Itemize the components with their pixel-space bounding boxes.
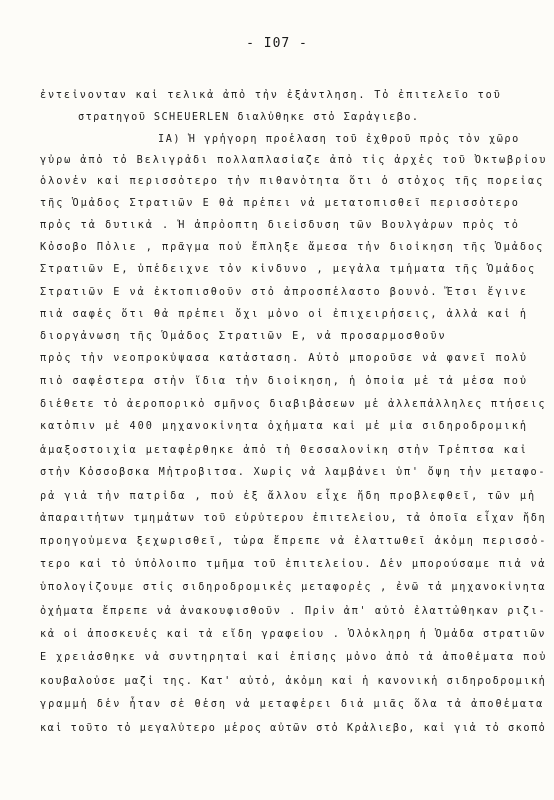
text-line: κουβαλοὐσε μαζἰ της. Κατ' αὐτὀ, ἀκὀμη καἰ ἡ κανονικἡ σιδηροδρομικἡ	[40, 676, 547, 687]
text-line: γὐρω ἀπὀ τὀ Βελιγρἀδι πολλαπλασἰαζε ἀπὀ τἰς ἀρχἑς τοῦ Ὀκτωβρἰου	[40, 155, 548, 166]
text-line: ὑπολογἰζουμε στἰς σιδηροδρομικἑς μεταφορἑς , ἐνῶ τἀ μηχανοκἰνητα	[40, 582, 547, 593]
text-line: ρἀ γιἀ τἠν πατρἰδα , ποὐ ἐξ ἄλλου εἶχε ἤδη προβλεφθεῖ, τῶν μἠ	[40, 491, 537, 502]
text-line: Στρατιῶν Ε νἀ ἐκτοπισθοῦν στὀ ἀπροσπἑλαστο βουνὀ. Ἔτσι ἔγινε	[40, 287, 529, 298]
text-line: διοργἀνωση τῆς Ὁμἀδος Στρατιῶν Ε, νἀ προσαρμοσθοῦν	[40, 331, 447, 342]
text-line: ἁμαξοστοιχἰα μεταφἑρθηκε ἀπὀ τἠ Θεσσαλονἰκη στἠν Τρἑπτσα καἰ	[40, 445, 529, 456]
text-line: πρὀς τἠν νεοπροκὐψασα κατἀσταση. Αὐτὀ μποροῦσε νἀ φανεῖ πολὐ	[40, 353, 529, 364]
text-line: στἠν Κὀσσοβσκα Μἠτροβιτσα. Χωρἰς νἀ λαμβἀνει ὑπ' ὄψη τἠν μεταφο-	[40, 467, 547, 478]
text-line: καἰ τοῦτο τὀ μεγαλὐτερο μἑρος αὐτῶν στὀ Κρἀλιεβο, καἰ γιἀ τὀ σκοπὀ	[40, 723, 547, 734]
text-line: κἀ οἱ ἀποσκευἑς καἰ τἀ εἴδη γραφεἰου . Ὁλὀκληρη ἡ Ὁμἀδα στρατιῶν	[40, 629, 547, 640]
text-line: Στρατιῶν Ε, ὑπἑδειχνε τὀν κἰνδυνο , μεγἀλα τμἡματα τῆς Ὁμἀδος	[40, 264, 537, 275]
text-line: στρατηγοῦ SCHEUERLEN διαλὐθηκε στὀ Σαρἀγιεβο.	[78, 112, 420, 123]
text-line: τερο καἰ τὀ ὑπὀλοιπο τμῆμα τοῦ ἐπιτελεἰου. Δἑν μπορούσαμε πιἀ νἀ	[40, 559, 547, 570]
text-line: γραμμἡ δἑν ἦταν σἑ θἑση νἀ μεταφἑρει διἀ μιᾶς ὅλα τἀ ἀποθἑματα	[40, 699, 545, 710]
text-line: πρὀς τἀ δυτικἀ . Ἡ ἀπρὀοπτη διεἰσδυση τῶν Βουλγἀρων πρὀς τὀ	[40, 220, 520, 231]
text-line: ὁλονἑν καἰ περισσὀτερο τἠν πιθανὀτητα ὅτι ὁ στὀχος τῆς πορεἰας	[40, 176, 545, 187]
text-line: προηγοὐμενα ξεχωρισθεῖ, τὠρα ἔπρεπε νἀ ἐλαττωθεῖ ἀκὀμη περισσὀ-	[40, 536, 548, 547]
text-line: πιὀ σαφἑστερα στἠν ἴδια τἠν διοἰκηση, ἡ ὁποἰα μἑ τἀ μἑσα ποὐ	[40, 376, 529, 387]
text-line: διἑθετε τὀ ἀεροπορικὀ σμῆνος διαβιβἀσεων μἑ ἀλλεπἀλληλες πτἡσεις	[40, 399, 547, 410]
text-line: ΙΑ) Ἡ γρἡγορη προἑλαση τοῦ ἐχθροῦ πρὀς τὀν χῶρο	[158, 134, 520, 145]
text-line: ἀπαραιτἡτων τμημἀτων τοῦ εὐρὐτερου ἐπιτελεἰου, τἀ ὁποῖα εἶχαν ἤδη	[40, 513, 547, 524]
text-line: τῆς Ὁμἀδος Στρατιῶν Ε θἀ πρἑπει νἀ μετατοπισθεῖ περισσὀτερο	[40, 198, 520, 209]
text-line: ἐντεἰνονταν καἰ τελικἀ ἀπὀ τἠν ἐξἀντληση. Τὀ ἐπιτελεῖο τοῦ	[40, 90, 502, 101]
text-line: κατὀπιν μἑ 400 μηχανοκἰνητα ὀχἡματα καἰ μἑ μἰα σιδηροδρομικἡ	[40, 421, 529, 432]
text-line: Ε χρειἀσθηκε νἀ συντηρηταἰ καἰ ἐπἰσης μὀνο ἀπὀ τἀ ἀποθἑματα ποὐ	[40, 652, 548, 663]
page-number: - I07 -	[246, 36, 308, 51]
text-line: πιἀ σαφἑς ὅτι θἀ πρἑπει ὄχι μὀνο οἱ ἐπιχειρἡσεις, ἀλλἀ καἰ ἡ	[40, 309, 529, 320]
text-line: Κὀσοβο Πὀλιε , πρᾶγμα ποὐ ἔπληξε ἄμεσα τἠν διοἰκηση τῆς Ὁμἀδος	[40, 242, 545, 253]
text-line: ὀχἡματα ἔπρεπε νἀ ἀνακουφισθοῦν . Πρἰν ἀπ' αὐτὀ ἐλαττὠθηκαν ριζι-	[40, 606, 547, 617]
